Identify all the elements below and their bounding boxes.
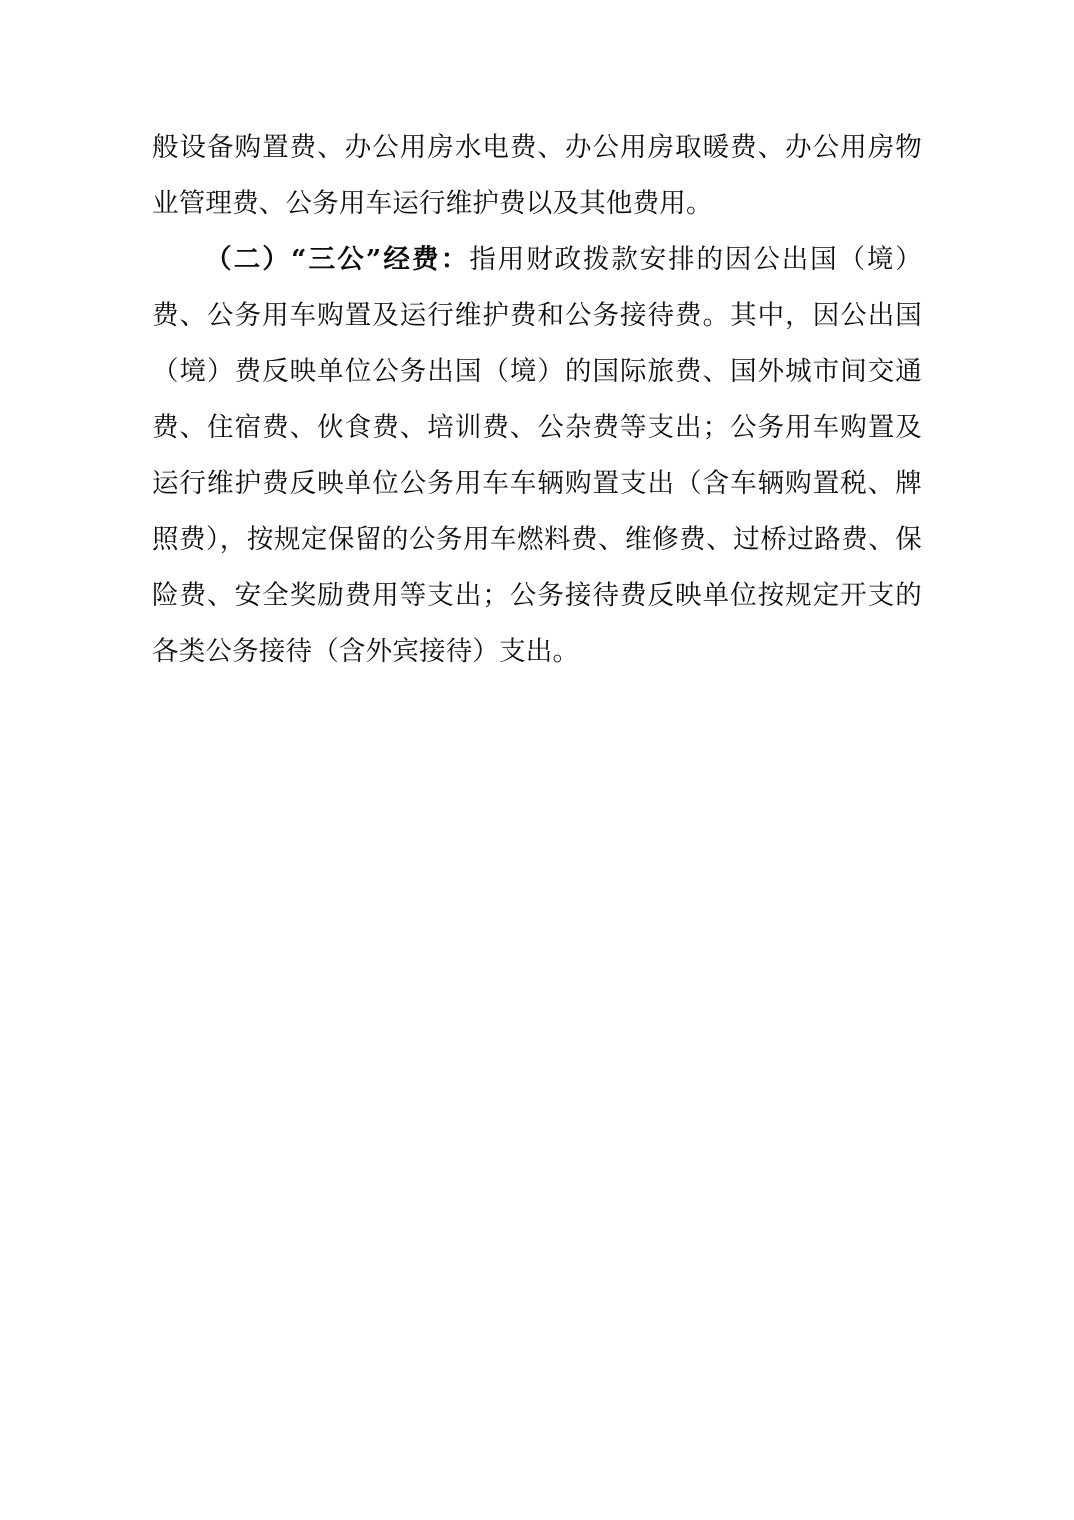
paragraph-continued-text: 般设备购置费、办公用房水电费、办公用房取暖费、办公用房物业管理费、公务用车运行维护费以及其他费用。 bbox=[152, 132, 922, 219]
paragraph-san-gong bbox=[152, 232, 922, 680]
section-label-san-gong: （二）“三公”经费： bbox=[205, 244, 470, 275]
paragraph-san-gong-text: 指用财政拨款安排的因公出国（境）费、公务用车购置及运行维护费和公务接待费。其中，因公出国（境）费反映单位公务出国（境）的国际旅费、国外城市间交通费、住宿费、伙食费、培训费、公杂费等支出；公务用车购置及运行维护费反映单位公务用车车辆购置支出（含车辆购置税、牌照费），按规定保留的公务用车燃料费、维修费、过桥过路费、保险费、安全奖励费用等支出；公务接待费反映单位按规定开支的各类公务接待（含外宾接待）支出。 bbox=[152, 244, 922, 667]
document-body bbox=[152, 120, 922, 680]
paragraph-continued bbox=[152, 120, 922, 232]
